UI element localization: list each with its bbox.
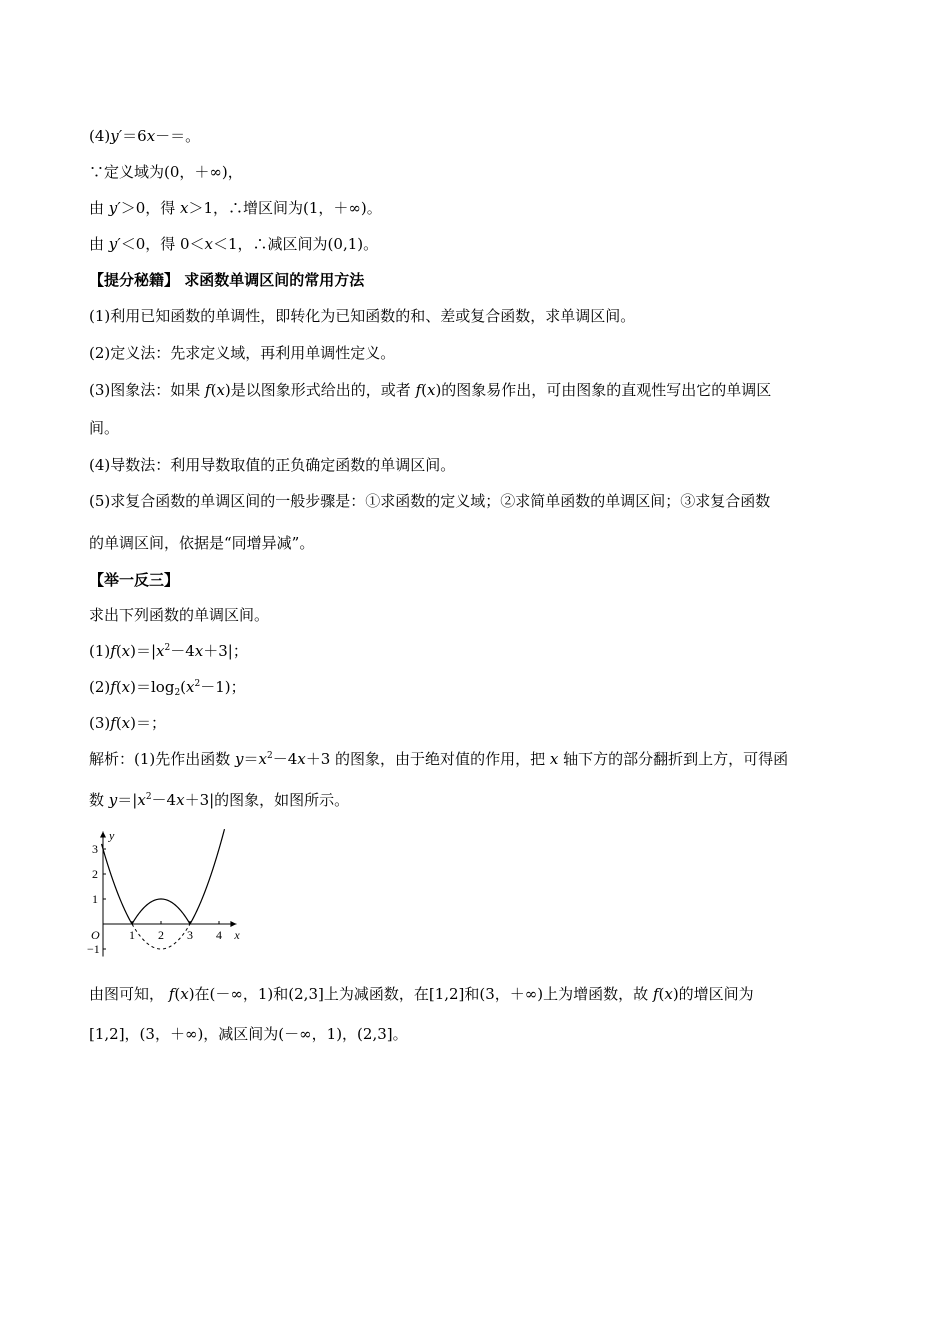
text: (2) (89, 678, 111, 696)
text: f (110, 714, 116, 732)
text: x (297, 750, 306, 768)
text: 轴下方的部分翻折到上方，可得函 (563, 750, 789, 768)
exercise-2 (89, 677, 246, 697)
exercise-3 (89, 713, 166, 733)
method-5-cont: 的单调区间，依据是“同增异减”。 (89, 534, 315, 552)
text: ＞1，∴增区间为(1，＋∞)。 (188, 199, 382, 217)
text: x (180, 199, 189, 217)
superscript: 2 (267, 751, 273, 761)
text: －4 (151, 791, 177, 809)
text: (3) (89, 714, 111, 732)
text: f (205, 381, 211, 399)
exercise-intro: 求出下列函数的单调区间。 (89, 606, 270, 624)
text: ( (210, 381, 217, 399)
text: x (194, 642, 204, 660)
line-increasing (89, 198, 382, 218)
x-tick-label: 3 (187, 928, 193, 942)
text: )＝； (130, 714, 166, 732)
text: －＝。 (155, 127, 201, 145)
text: ( (174, 985, 181, 1003)
text: x (549, 750, 559, 768)
x-axis-label: x (234, 928, 240, 942)
text: x (137, 791, 146, 809)
text: )在(－∞，1)和(2,3]上为减函数，在[1,2]和(3，＋∞)上为增函数，故 (188, 985, 649, 1003)
text: ＋3|的图象，如图所示。 (184, 791, 350, 809)
text: ( (658, 985, 665, 1003)
text: ( (421, 381, 427, 399)
text: )的增区间为 (672, 985, 754, 1003)
text: x (664, 985, 673, 1003)
y-tick-label: 2 (92, 867, 98, 881)
text: x (186, 678, 195, 696)
text: )＝| (130, 642, 157, 660)
text: x (176, 791, 185, 809)
text: )是以图象形式给出的，或者 (224, 381, 411, 399)
superscript: 2 (164, 643, 171, 653)
text: ( (115, 714, 122, 732)
series-abs-curve (102, 829, 225, 923)
text: x (426, 381, 436, 399)
text: 由 (89, 199, 105, 217)
text: －4 (170, 642, 195, 660)
text: ( (115, 642, 122, 660)
y-tick-label: 1 (92, 892, 98, 906)
conclusion-line-2: [1,2]，(3，＋∞)，减区间为(－∞，1)，(2,3]。 (89, 1025, 408, 1043)
conclusion-line-1 (89, 984, 754, 1004)
text: x (121, 714, 131, 732)
text: (3)图象法：如果 (89, 381, 201, 399)
text: ＝| (117, 791, 138, 809)
text: －4 (272, 750, 298, 768)
superscript: 2 (194, 679, 201, 689)
text: ＝6 (122, 127, 147, 145)
method-3 (89, 380, 771, 400)
text: ( (180, 678, 187, 696)
text: ＋3 的图象，由于绝对值的作用，把 (305, 750, 546, 768)
method-3-cont: 间。 (89, 419, 120, 437)
text: 由 (89, 235, 105, 253)
text: y′ (110, 127, 123, 145)
text: y′ (108, 235, 121, 253)
text: x (216, 381, 225, 399)
text: ＝ (243, 750, 259, 768)
text: x (146, 127, 156, 145)
method-1: (1)利用已知函数的单调性，即转化为已知函数的和、差或复合函数，求单调区间。 (89, 307, 636, 325)
exercise-1 (89, 641, 248, 661)
x-axis-arrow (230, 921, 236, 927)
solution-line-1 (89, 749, 788, 769)
text: x (121, 642, 131, 660)
text: f (110, 678, 116, 696)
text: x (180, 985, 189, 1003)
y-tick-label: 3 (92, 842, 98, 856)
text: ( (115, 678, 122, 696)
text: f (110, 642, 116, 660)
text: x (121, 678, 131, 696)
origin-label: O (91, 928, 100, 942)
text: 【提分秘籍】 (89, 271, 180, 289)
section-heading-practice: 【举一反三】 (89, 571, 180, 589)
y-axis-arrow (100, 832, 106, 838)
text: (1) (89, 642, 111, 660)
text: f (652, 985, 659, 1003)
text: ＜0，得 0＜ (120, 235, 205, 253)
solution-line-2 (89, 790, 349, 810)
text: ＞0，得 (120, 199, 176, 217)
x-tick-label: 1 (129, 928, 135, 942)
line-decreasing (89, 234, 378, 254)
method-2: (2)定义法：先求定义域，再利用单调性定义。 (89, 344, 396, 362)
function-graph (86, 820, 256, 960)
subscript: 2 (174, 688, 181, 698)
text: 数 (89, 791, 105, 809)
x-tick-label: 2 (158, 928, 164, 942)
text: (4) (89, 127, 111, 145)
method-4: (4)导数法：利用导数取值的正负确定函数的单调区间。 (89, 456, 456, 474)
text: f (168, 985, 175, 1003)
line-domain: ∵定义域为(0，＋∞)， (89, 163, 243, 181)
superscript: 2 (145, 792, 152, 802)
method-5: (5)求复合函数的单调区间的一般步骤是：①求函数的定义域；②求简单函数的单调区间；③求复合函数 (89, 492, 771, 510)
text: f (415, 381, 422, 399)
text: )的图象易作出，可由图象的直观性写出它的单调区 (435, 381, 772, 399)
text: y (108, 791, 118, 809)
y-axis-label: y (109, 828, 115, 843)
text: y′ (108, 199, 121, 217)
text: －1)； (200, 678, 246, 696)
text: )＝log (130, 678, 175, 696)
y-tick-label: −1 (87, 942, 100, 956)
text: x (156, 642, 165, 660)
text: ＋3|； (203, 642, 248, 660)
x-tick-label: 4 (216, 928, 222, 942)
line-derivative (89, 126, 200, 146)
text: y (235, 750, 244, 768)
text: x (258, 750, 267, 768)
text: 求函数单调区间的常用方法 (184, 271, 365, 289)
text: ＜1，∴减区间为(0,1)。 (213, 235, 379, 253)
text: x (204, 235, 214, 253)
text: 解析：(1)先作出函数 (89, 750, 231, 768)
text: 由图可知， (89, 985, 165, 1003)
section-heading-tips (89, 270, 364, 290)
